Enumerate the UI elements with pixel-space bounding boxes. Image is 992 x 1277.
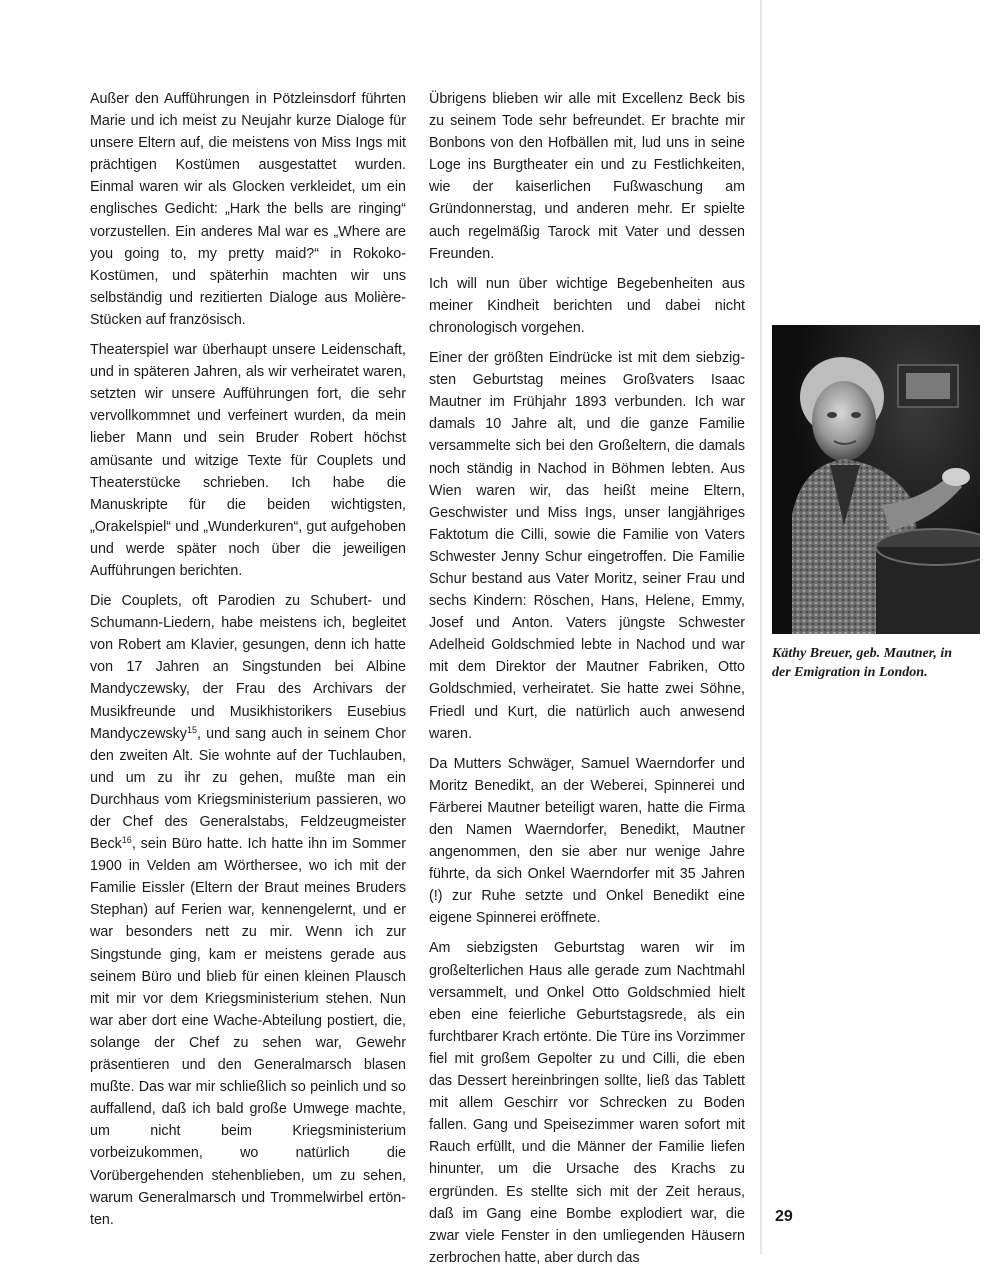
paragraph: Da Mutters Schwäger, Samuel Waerndorfer und Moritz Benedikt, an der Weberei, Spinnerei und Färberei Mautner beteiligt waren, hatte die Firma den Namen Waerndorfer, Benedikt, Mautner angenommen, den sie aber nur wenige Jahre führte, da sich Onkel Waerndorfer mit 35 Jahren (!) zur Ruhe setzte und Onkel Benedikt eine eigene Spinnerei eröffnete. bbox=[429, 755, 745, 927]
right-text-column bbox=[429, 88, 745, 1277]
photo-caption: Käthy Breuer, geb. Mautner, in der Emigration in London. bbox=[772, 646, 953, 680]
paragraph bbox=[90, 590, 406, 1231]
paragraph-text: , und sang auch in seinem Chor den zweiten Alt. Sie wohnte auf der Tuchlauben, und um zu ihr zu gehen, mußte man ein Durchhaus vom Kriegsministerium passieren, wo der Chef des Generalstabs, Feldzeugmeister Beck bbox=[90, 725, 406, 853]
paragraph-text: Die Couplets, oft Parodien zu Schubert- und Schumann-Liedern, habe meistens ich, begleitet von Robert am Klavier, gesungen, denn ich hatte von 17 Jahren an Singstunden bei Albine Mandyczewsky, der Frau des Archivars der Musikfreunde und Musikhistorikers Eusebius Mandyczewsky bbox=[90, 593, 406, 742]
page-gutter-edge bbox=[760, 0, 762, 1254]
portrait-photo-image bbox=[772, 325, 980, 634]
paragraph: Einer der größten Eindrücke ist mit dem siebzigsten Geburtstag meines Großvaters Isaac Mautner im Frühjahr 1893 verbunden. Ich war damals 10 Jahre alt, und die ganze Familie versammelte sich bei den Großeltern, die damals noch ständig in Nachod in Böhmen lebten. Aus Wien waren wir, das heißt meine Eltern, Geschwister und Miss Ings, unser langjähriges Faktotum die Cilli, sowie die Familie von Vaters Schwester Jenny Schur eingetroffen. Die Familie Schur bestand aus Vater Moritz, seiner Frau und sechs Kindern: Röschen, Hans, Helene, Emmy, Josef und Anton. Vaters jüngste Schwester Adelheid Goldschmied lebte in Nachod und war mit dem Direktor der Mautner Fabriken, Otto Goldschmied, verheiratet. Sie hatte zwei Söhne, Friedl und Kurt, die natürlich auch anwesend waren. bbox=[429, 350, 745, 742]
paragraph: Ich will nun über wichtige Begebenheiten aus meiner Kindheit berichten und dabei nicht chronologisch vorgehen. bbox=[429, 275, 745, 336]
paragraph-text: , sein Büro hatte. Ich hatte ihn im Sommer 1900 in Velden am Wörthersee, wo ich mit der Familie Eissler (Eltern der Braut meines Bruders Stephan) auf Ferien war, kennengelernt, und er war besonders nett zu mir. Wenn ich zur Singstunde ging, kam er meistens gerade aus seinem Büro und blieb für einen kleinen Plausch mit mir vor dem Kriegsministerium stehen. Nun war aber dort eine Wache-Abteilung postiert, die, solange der Chef zu sehen war, Gewehr präsentieren und den Generalmarsch blasen mußte. Das war mir schließlich so peinlich und so auffallend, daß ich bald große Umwege machte, um nicht beim Kriegsministerium vorbeizukommen, wo natürlich die Vorübergehenden stehenblieben, um zu sehen, warum Generalmarsch und Trommelwirbel ertönten. bbox=[90, 836, 406, 1228]
footnote-marker: 15 bbox=[186, 724, 197, 735]
paragraph: Übrigens blieben wir alle mit Excellenz Beck bis zu seinem Tode sehr befreundet. Er brachte mir Bonbons von den Hofbällen mit, lud uns in seine Loge ins Burgtheater ein und zu Festlichkeiten, wie der kaiserlichen Fußwaschung am Gründonnerstag, und anderen mehr. Er spielte auch regelmäßig Tarock mit Vater und dessen Freunden. bbox=[429, 91, 745, 262]
paragraph: Außer den Aufführungen in Pötzleinsdorf führten Marie und ich meist zu Neujahr kurze Dialoge für unsere Eltern auf, die meistens von Miss Ings mit prächtigen Kostümen ausgestattet wurden. Einmal waren wir als Glocken verkleidet, um ein englisches Gedicht: „Hark the bells are ringing“ vorzustellen. Ein anderes Mal war es „Where are you going to, my pretty maid?“ in Rokoko-Kostümen, und späterhin machten wir uns selbständig und rezitierten Dialoge aus Molière-Stücken auf französisch. bbox=[90, 91, 406, 328]
page-number: 29 bbox=[775, 1208, 793, 1225]
paragraph: Theaterspiel war überhaupt unsere Leidenschaft, und in späteren Jahren, als wir verheiratet waren, setzten wir unsere Aufführungen fort, die sehr vervollkommnet und verfeinert wurden, da mein lieber Mann und sein Bruder Robert höchst amüsante und witzige Texte für Couplets und Theaterstücke schrieben. Ich habe die Manuskripte für die beiden wichtigsten, „Orakelspiel“ und „Wunderkuren“, gut aufgehoben und werde später noch über die jeweiligen Aufführungen berichten. bbox=[90, 342, 406, 579]
left-text-column bbox=[90, 88, 406, 1239]
portrait-photo bbox=[772, 325, 980, 634]
footnote-marker: 16 bbox=[121, 835, 132, 846]
paragraph: Am siebzigsten Geburtstag waren wir im großelterlichen Haus alle gerade zum Nachtmahl versammelt, und Onkel Otto Goldschmied hielt eben eine feierliche Geburtstagsrede, als ein furchtbarer Krach ertönte. Die Türe ins Vorzimmer fiel mit großem Gepolter zu und Cilli, die eben das Dessert hereinbringen sollte, ließ das Tablett mit allem Geschirr vor Schrecken zu Boden fallen. Gang und Speisezimmer waren sofort mit Rauch erfüllt, und die Männer der Familie liefen hinunter, um die Ursache des Krachs zu ergründen. Es stellte sich mit der Zeit heraus, daß im Gang eine Bombe explodiert war, die zwar viele Fenster in den umliegenden Häusern zerbrochen hatte, aber durch das bbox=[429, 940, 745, 1266]
